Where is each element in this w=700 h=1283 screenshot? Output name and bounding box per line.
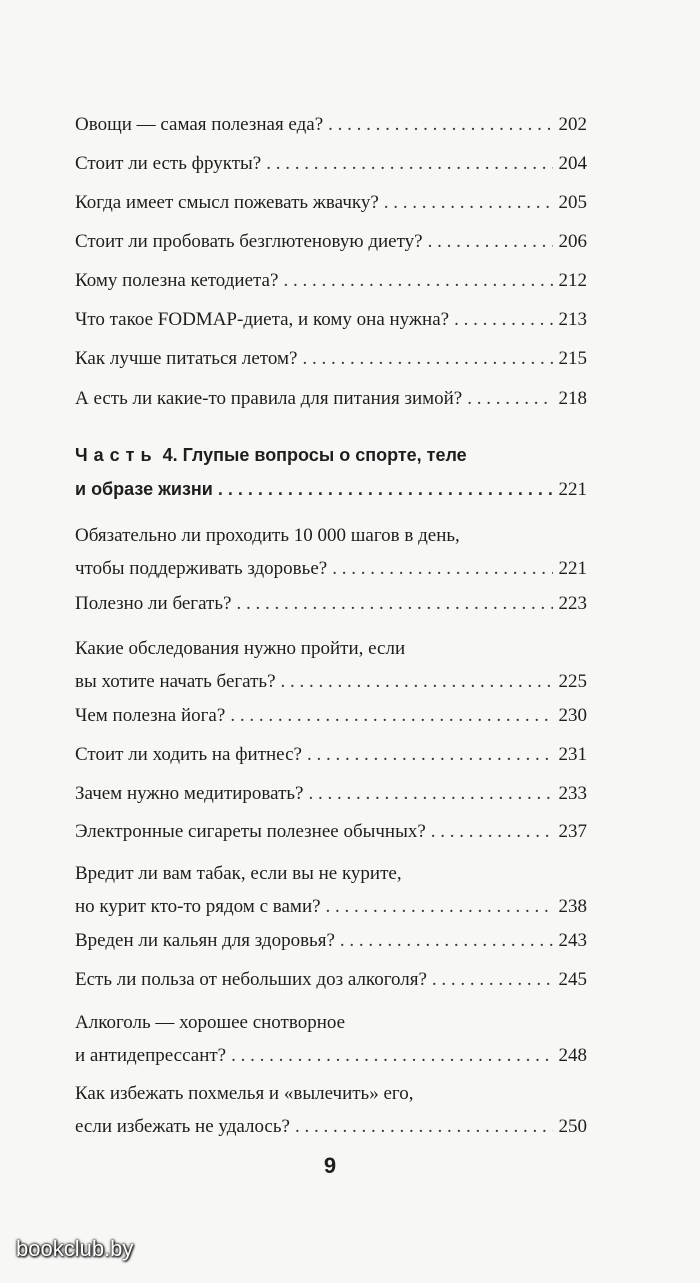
toc-entry-title: А есть ли какие-то правила для питания зимой? bbox=[75, 388, 463, 409]
toc-page-number: 238 bbox=[558, 896, 587, 917]
dot-leader bbox=[230, 697, 552, 735]
toc-entry-title: Чем полезна йога? bbox=[75, 705, 226, 726]
toc-entry bbox=[75, 630, 587, 701]
toc-page-number: 213 bbox=[558, 309, 587, 330]
toc-page-number: 206 bbox=[558, 231, 587, 252]
toc-entry bbox=[75, 697, 587, 735]
dot-leader bbox=[236, 585, 552, 623]
toc-entry-first-line: Обязательно ли проходить 10 000 шагов в день, bbox=[75, 525, 460, 546]
toc-entry-title: Когда имеет смысл пожевать жвачку? bbox=[75, 192, 379, 213]
toc-entry-title: Есть ли польза от небольших доз алкоголя? bbox=[75, 969, 427, 990]
part-word: Часть bbox=[75, 445, 158, 465]
dot-leader bbox=[218, 470, 553, 508]
toc-entry-title: Полезно ли бегать? bbox=[75, 593, 232, 614]
toc-part-heading bbox=[75, 436, 587, 509]
toc-page-number: 204 bbox=[558, 153, 587, 174]
dot-leader bbox=[431, 813, 553, 851]
toc-entry bbox=[75, 380, 587, 418]
toc-page-number: 212 bbox=[558, 270, 587, 291]
toc-page-number: 218 bbox=[558, 388, 587, 409]
toc-entry-title: Как лучше питаться летом? bbox=[75, 348, 298, 369]
toc-entry-title: и антидепрессант? bbox=[75, 1045, 227, 1066]
toc-entry bbox=[75, 1004, 587, 1075]
toc-entry-title: Что такое FODMAP-диета, и кому она нужна? bbox=[75, 309, 450, 330]
toc-entry bbox=[75, 961, 587, 999]
toc-entry-title: Вреден ли кальян для здоровья? bbox=[75, 930, 335, 951]
dot-leader bbox=[266, 145, 552, 183]
toc-entry-title: Электронные сигареты полезнее обычных? bbox=[75, 821, 426, 842]
toc-entry-title: чтобы поддерживать здоровье? bbox=[75, 558, 328, 579]
toc-entry-title: но курит кто-то рядом с вами? bbox=[75, 896, 321, 917]
watermark: bookclub.by bbox=[16, 1236, 134, 1261]
toc-entry bbox=[75, 736, 587, 774]
dot-leader bbox=[295, 1108, 553, 1146]
part-title-line2: и образе жизни bbox=[75, 479, 213, 499]
toc-entry-title: Стоит ли пробовать безглютеновую диету? bbox=[75, 231, 423, 252]
dot-leader bbox=[467, 380, 552, 418]
toc-entry-title: вы хотите начать бегать? bbox=[75, 671, 276, 692]
dot-leader bbox=[340, 922, 553, 960]
toc-page-number: 225 bbox=[558, 671, 587, 692]
toc-entry bbox=[75, 145, 587, 183]
toc-entry-first-line: Алкоголь — хорошее снотворное bbox=[75, 1012, 346, 1033]
toc-page-number: 243 bbox=[558, 930, 587, 951]
toc-page-number: 221 bbox=[558, 558, 587, 579]
toc-page-number: 237 bbox=[558, 821, 587, 842]
toc-page-number: 205 bbox=[558, 192, 587, 213]
toc-entry bbox=[75, 262, 587, 300]
dot-leader bbox=[309, 775, 553, 813]
dot-leader bbox=[454, 301, 552, 339]
dot-leader bbox=[283, 262, 552, 300]
toc-entry bbox=[75, 184, 587, 222]
toc-entry-title: Овощи — самая полезная еда? bbox=[75, 114, 324, 135]
toc-page-number: 248 bbox=[558, 1045, 587, 1066]
dot-leader bbox=[428, 223, 553, 261]
dot-leader bbox=[231, 1037, 552, 1075]
toc-entry bbox=[75, 922, 587, 960]
toc-page-number: 221 bbox=[558, 479, 587, 500]
part-title-line1: 4. Глупые вопросы о спорте, теле bbox=[162, 445, 467, 465]
dot-leader bbox=[281, 663, 553, 701]
dot-leader bbox=[432, 961, 553, 999]
toc-page-number: 233 bbox=[558, 783, 587, 804]
dot-leader bbox=[384, 184, 553, 222]
dot-leader bbox=[302, 340, 552, 378]
toc-entry bbox=[75, 585, 587, 623]
toc-page-number: 202 bbox=[558, 114, 587, 135]
toc-entry bbox=[75, 1075, 587, 1146]
toc-entry bbox=[75, 301, 587, 339]
dot-leader bbox=[326, 888, 553, 926]
page-number: 9 bbox=[323, 1153, 337, 1178]
toc-entry-title: Стоит ли есть фрукты? bbox=[75, 153, 262, 174]
toc-entry-title: Кому полезна кетодиета? bbox=[75, 270, 279, 291]
toc-entry-title: Зачем нужно медитировать? bbox=[75, 783, 304, 804]
toc-entry-first-line: Как избежать похмелья и «вылечить» его, bbox=[75, 1083, 414, 1104]
toc-entry bbox=[75, 340, 587, 378]
toc-entry-first-line: Вредит ли вам табак, если вы не курите, bbox=[75, 863, 402, 884]
toc-page-number: 250 bbox=[558, 1116, 587, 1137]
toc-entry-title: Стоит ли ходить на фитнес? bbox=[75, 744, 302, 765]
dot-leader bbox=[307, 736, 553, 774]
toc-entry bbox=[75, 517, 587, 588]
toc-page-number: 230 bbox=[558, 705, 587, 726]
toc-entry bbox=[75, 223, 587, 261]
toc-page-number: 245 bbox=[558, 969, 587, 990]
toc-page-number: 215 bbox=[558, 348, 587, 369]
dot-leader bbox=[332, 550, 552, 588]
toc-page-number: 231 bbox=[558, 744, 587, 765]
toc-page-number: 223 bbox=[558, 593, 587, 614]
toc-entry bbox=[75, 813, 587, 851]
toc-entry bbox=[75, 106, 587, 144]
toc-entry-first-line: Какие обследования нужно пройти, если bbox=[75, 638, 406, 659]
toc-entry-title: если избежать не удалось? bbox=[75, 1116, 290, 1137]
dot-leader bbox=[328, 106, 552, 144]
toc-entry bbox=[75, 855, 587, 926]
toc-entry bbox=[75, 775, 587, 813]
